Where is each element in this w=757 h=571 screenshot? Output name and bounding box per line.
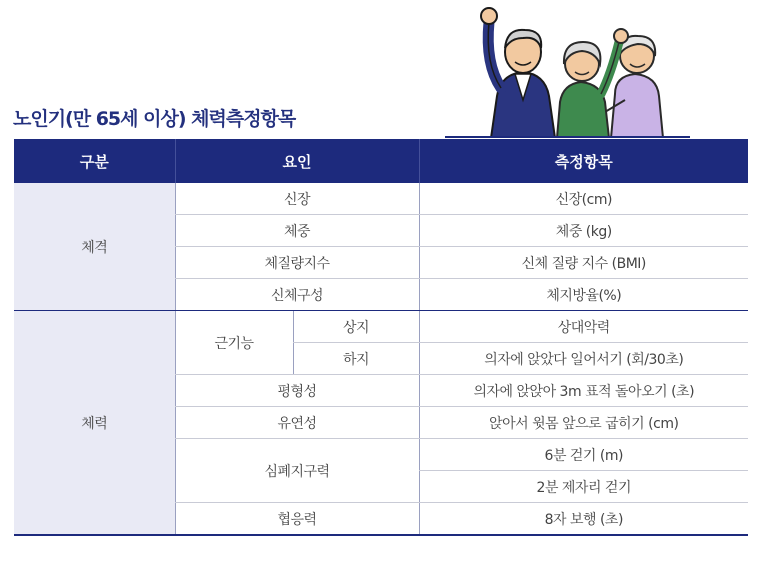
sub-lower: 하지 <box>293 343 419 375</box>
header-factor: 요인 <box>175 139 419 183</box>
factor-coordination: 협응력 <box>175 503 419 536</box>
page-title: 노인기(만 65세 이상) 체력측정항목 <box>13 108 296 130</box>
measure-weight: 체중 (kg) <box>419 215 748 247</box>
measure-flexibility: 앉아서 윗몸 앞으로 굽히기 (cm) <box>419 407 748 439</box>
man-suit-figure <box>481 8 555 138</box>
fitness-measurement-table <box>14 139 748 536</box>
measure-height: 신장(cm) <box>419 183 748 215</box>
table-header-row <box>14 139 748 183</box>
factor-weight: 체중 <box>175 215 419 247</box>
measure-upper: 상대악력 <box>419 311 748 343</box>
header-measure: 측정항목 <box>419 139 748 183</box>
factor-bmi: 체질량지수 <box>175 247 419 279</box>
measure-balance: 의자에 앉앉아 3m 표적 돌아오기 (초) <box>419 375 748 407</box>
factor-height: 신장 <box>175 183 419 215</box>
measure-cardio-1: 6분 걷기 (m) <box>419 439 748 471</box>
elderly-people-waving-illustration <box>445 4 690 138</box>
table-row <box>14 311 748 343</box>
factor-balance: 평형성 <box>175 375 419 407</box>
header-category: 구분 <box>14 139 175 183</box>
measure-bmi: 신체 질량 지수 (BMI) <box>419 247 748 279</box>
measure-lower: 의자에 앉았다 일어서기 (회/30초) <box>419 343 748 375</box>
category-fitness: 체력 <box>14 311 175 536</box>
factor-cardio: 심폐지구력 <box>175 439 419 503</box>
measure-cardio-2: 2분 제자리 걷기 <box>419 471 748 503</box>
factor-flexibility: 유연성 <box>175 407 419 439</box>
measure-composition: 체지방율(%) <box>419 279 748 311</box>
measure-coordination: 8자 보행 (초) <box>419 503 748 536</box>
table-row <box>14 183 748 215</box>
category-physique: 체격 <box>14 183 175 311</box>
factor-composition: 신체구성 <box>175 279 419 311</box>
factor-muscle: 근기능 <box>175 311 293 375</box>
sub-upper: 상지 <box>293 311 419 343</box>
